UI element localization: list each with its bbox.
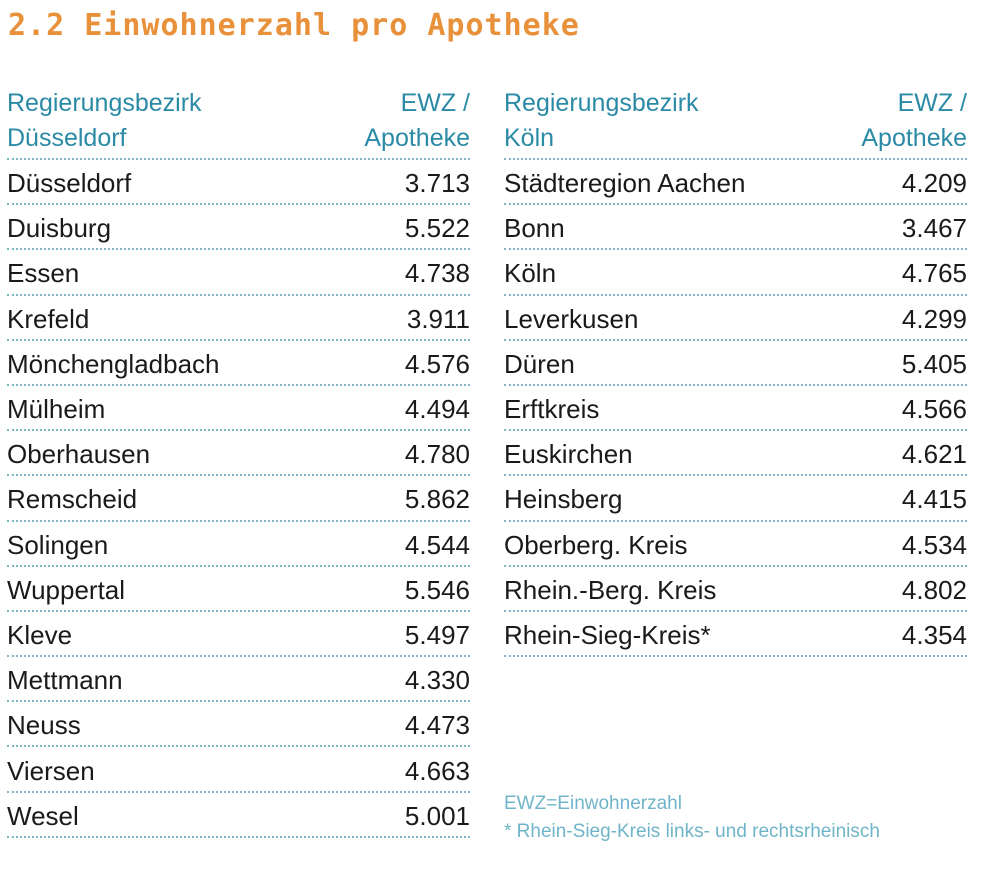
table-row xyxy=(7,657,470,702)
row-name: Städteregion Aachen xyxy=(504,168,746,199)
row-value: 4.473 xyxy=(404,710,470,741)
table-row xyxy=(7,747,470,792)
row-value: 4.534 xyxy=(901,529,967,560)
table-row xyxy=(7,250,470,295)
table-row xyxy=(504,567,967,612)
row-value: 5.862 xyxy=(404,484,470,515)
row-value: 5.001 xyxy=(404,800,470,831)
table-row xyxy=(7,476,470,521)
footnote-rhein-sieg: * Rhein-Sieg-Kreis links- und rechtsrheinisch xyxy=(504,821,880,842)
row-value: 5.405 xyxy=(901,348,967,379)
row-name: Wesel xyxy=(7,800,79,831)
row-name: Leverkusen xyxy=(504,303,639,334)
row-value: 4.494 xyxy=(404,394,470,425)
header-ewz xyxy=(861,86,967,156)
row-value: 4.209 xyxy=(901,168,967,199)
row-value: 4.354 xyxy=(901,619,967,650)
row-name: Rhein-Sieg-Kreis* xyxy=(504,619,711,650)
row-name: Kleve xyxy=(7,619,73,650)
row-value: 4.415 xyxy=(901,484,967,515)
table-row xyxy=(504,205,967,250)
table-row xyxy=(7,431,470,476)
header-ewz xyxy=(364,86,470,156)
row-value: 4.576 xyxy=(404,348,470,379)
table-row xyxy=(7,702,470,747)
row-name: Erftkreis xyxy=(504,394,600,425)
row-name: Düren xyxy=(504,348,575,379)
header-ewz-line2: Apotheke xyxy=(861,124,967,152)
table-row xyxy=(7,522,470,567)
table-row xyxy=(504,431,967,476)
table-row xyxy=(504,341,967,386)
table-row xyxy=(504,250,967,295)
row-name: Neuss xyxy=(7,710,81,741)
row-name: Viersen xyxy=(7,755,95,786)
row-value: 4.780 xyxy=(404,439,470,470)
header-district-line1: Regierungsbezirk xyxy=(504,89,699,117)
table-row xyxy=(7,386,470,431)
header-ewz-line2: Apotheke xyxy=(364,124,470,152)
table-row xyxy=(504,386,967,431)
table-row xyxy=(7,296,470,341)
row-name: Rhein.-Berg. Kreis xyxy=(504,574,717,605)
table-header xyxy=(504,86,967,160)
header-district xyxy=(504,86,699,156)
row-name: Oberhausen xyxy=(7,439,151,470)
row-name: Mönchengladbach xyxy=(7,348,220,379)
table-row xyxy=(504,160,967,205)
row-value: 4.544 xyxy=(404,529,470,560)
row-value: 3.713 xyxy=(404,168,470,199)
row-name: Krefeld xyxy=(7,303,90,334)
page-title: 2.2 Einwohnerzahl pro Apotheke xyxy=(8,8,580,43)
header-district-line2: Düsseldorf xyxy=(7,124,127,152)
table-row xyxy=(7,793,470,838)
row-name: Mülheim xyxy=(7,394,106,425)
table-row xyxy=(504,476,967,521)
table-row xyxy=(7,205,470,250)
row-name: Oberberg. Kreis xyxy=(504,529,688,560)
row-value: 5.497 xyxy=(404,619,470,650)
row-name: Heinsberg xyxy=(504,484,623,515)
footnote-ewz: EWZ=Einwohnerzahl xyxy=(504,793,682,814)
header-district xyxy=(7,86,202,156)
duesseldorf-table xyxy=(7,86,470,838)
row-value: 4.566 xyxy=(901,394,967,425)
row-name: Wuppertal xyxy=(7,574,126,605)
table-header xyxy=(7,86,470,160)
row-name: Mettmann xyxy=(7,665,123,696)
table-row xyxy=(7,160,470,205)
row-name: Duisburg xyxy=(7,213,112,244)
row-value: 3.467 xyxy=(901,213,967,244)
table-row xyxy=(504,522,967,567)
header-district-line2: Köln xyxy=(504,124,555,152)
row-name: Köln xyxy=(504,258,557,289)
row-name: Bonn xyxy=(504,213,565,244)
row-value: 4.738 xyxy=(404,258,470,289)
table-body xyxy=(7,160,470,838)
row-value: 3.911 xyxy=(406,303,470,334)
header-ewz-line1: EWZ / xyxy=(897,89,967,117)
row-value: 4.621 xyxy=(901,439,967,470)
row-value: 4.330 xyxy=(404,665,470,696)
row-value: 4.663 xyxy=(404,755,470,786)
header-ewz-line1: EWZ / xyxy=(400,89,470,117)
row-value: 5.522 xyxy=(404,213,470,244)
table-row xyxy=(504,296,967,341)
row-name: Remscheid xyxy=(7,484,138,515)
table-row xyxy=(7,567,470,612)
table-row xyxy=(7,341,470,386)
table-row xyxy=(7,612,470,657)
row-value: 4.765 xyxy=(901,258,967,289)
row-name: Essen xyxy=(7,258,80,289)
row-name: Solingen xyxy=(7,529,109,560)
footnotes xyxy=(504,790,880,846)
header-district-line1: Regierungsbezirk xyxy=(7,89,202,117)
row-value: 4.299 xyxy=(901,303,967,334)
row-name: Euskirchen xyxy=(504,439,633,470)
koeln-table xyxy=(504,86,967,657)
row-value: 4.802 xyxy=(901,574,967,605)
table-body xyxy=(504,160,967,657)
table-row xyxy=(504,612,967,657)
row-name: Düsseldorf xyxy=(7,168,132,199)
row-value: 5.546 xyxy=(404,574,470,605)
